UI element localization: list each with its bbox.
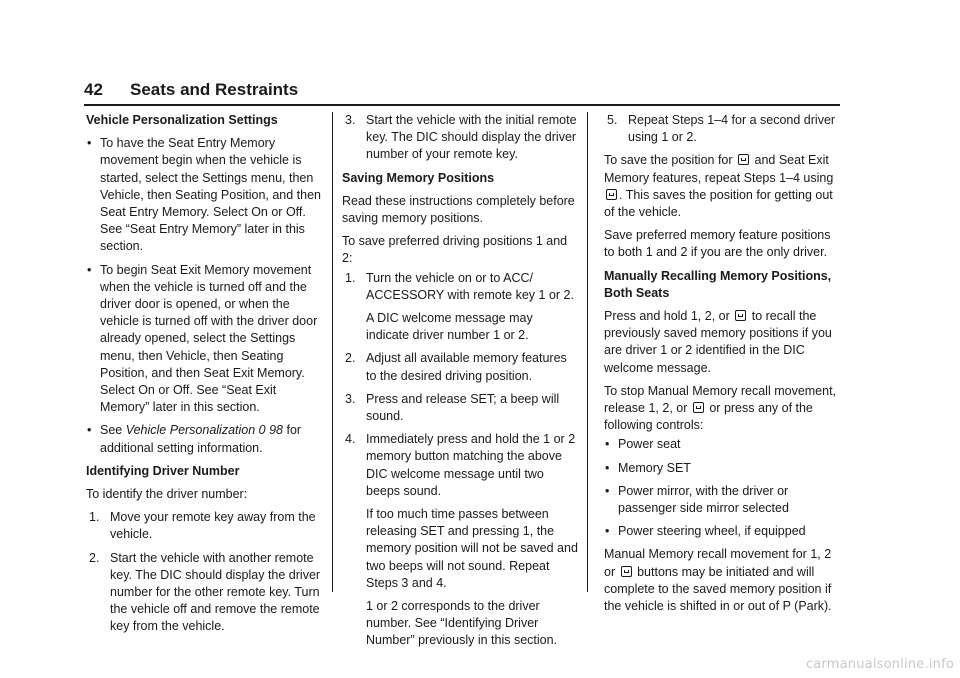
paragraph: To save the position for and Seat Exit Memory features, repeat Steps 1–4 using . This saves the position for getting out of the vehicle. [604, 153, 834, 220]
list-item: • To begin Seat Exit Memory movement when the vehicle is turned off and the driver door is opened, or when the vehicle is turned off with the driver door already opened, select the Settings menu, then Vehicle, then Seating Position, and then Seat Exit Memory. Select On or Off. See “Seat Exit Memory” later in this section. [87, 262, 318, 415]
bullet-icon: • [87, 423, 92, 438]
list-item: • Power mirror, with the driver or passenger side mirror selected [605, 483, 789, 516]
paragraph: To identify the driver number: [86, 487, 248, 502]
column-3 [604, 112, 840, 621]
bullet-icon: • [87, 136, 92, 151]
step-item: 3. Press and release SET; a beep will sound. [345, 391, 560, 424]
seat-exit-memory-button-icon [621, 566, 632, 577]
column-divider-1 [332, 112, 333, 592]
heading-vehicle-personalization: Vehicle Personalization Settings [86, 113, 278, 127]
step-item: 4. Immediately press and hold the 1 or 2 memory button matching the above DIC welcome message until two beeps sound. [345, 432, 576, 498]
column-1 [86, 112, 322, 642]
paragraph: Press and hold 1, 2, or to recall the previously saved memory positions if you are driver 1 or 2 identified in the DIC welcome message. [604, 309, 832, 375]
paragraph: Read these instructions completely before saving memory positions. [342, 193, 575, 226]
bullet-icon: • [605, 483, 610, 498]
page-header [84, 80, 840, 104]
list-item: • See Vehicle Personalization 0 98 for additional setting information. [87, 423, 302, 455]
column-divider-2 [587, 112, 588, 592]
column-2 [342, 112, 578, 656]
bullet-icon: • [605, 524, 610, 539]
seat-exit-memory-button-icon [738, 154, 749, 165]
step-note: A DIC welcome message may indicate driver number 1 or 2. [366, 311, 533, 343]
page-number: 42 [84, 80, 103, 99]
bullet-icon: • [605, 437, 610, 452]
step-item: 1. Move your remote key away from the vehicle. [89, 510, 316, 542]
step-item: 2. Start the vehicle with another remote key. The DIC should display the driver number for the other remote key. Turn the vehicle off and remove the remote key from the vehicle. [89, 550, 321, 634]
paragraph: To save preferred driving positions 1 and 2: [342, 234, 568, 266]
list-item: • Memory SET [604, 460, 840, 477]
paragraph: Save preferred memory feature positions to both 1 and 2 if you are the only driver. [604, 228, 831, 260]
bullet-icon: • [605, 460, 610, 475]
step-item: 5. Repeat Steps 1–4 for a second driver using 1 or 2. [607, 113, 836, 145]
seat-exit-memory-button-icon [606, 189, 617, 200]
list-item: • To have the Seat Entry Memory movement begin when the vehicle is started, select the Settings menu, then Vehicle, then Seating Position, and then Seat Entry Memory. Select On or Off. See “Seat Entry Memory” later in this section. [87, 136, 321, 254]
heading-manually-recalling: Manually Recalling Memory Positions, Both Seats [604, 268, 832, 300]
bullet-icon: • [87, 262, 92, 277]
list-item: • Power steering wheel, if equipped [604, 523, 840, 540]
list-item: • Power seat [604, 436, 840, 453]
step-note: 1 or 2 corresponds to the driver number. See “Identifying Driver Number” previously in this section. [366, 599, 558, 648]
cross-reference-link[interactable]: Vehicle Personalization [125, 423, 256, 438]
step-item: 1. Turn the vehicle on or to ACC/ ACCESSORY with remote key 1 or 2. [345, 270, 574, 302]
seat-exit-memory-button-icon [735, 310, 746, 321]
watermark: carmanualsonline.info [805, 657, 954, 672]
seat-exit-memory-button-icon [693, 402, 704, 413]
heading-saving-memory: Saving Memory Positions [342, 170, 495, 185]
section-title: Seats and Restraints [130, 80, 299, 99]
step-item: 3. Start the vehicle with the initial remote key. The DIC should display the driver number of your remote key. [345, 113, 577, 162]
step-note: If too much time passes between releasing SET and pressing 1, the memory position will not be saved and two beeps will not sound. Repeat Steps 3 and 4. [366, 507, 578, 590]
heading-identifying-driver: Identifying Driver Number [86, 463, 240, 478]
paragraph: Manual Memory recall movement for 1, 2 or buttons may be initiated and will complete to the saved memory position if the vehicle is shifted in or out of P (Park). [604, 547, 832, 614]
header-rule [84, 104, 840, 106]
step-item: 2. Adjust all available memory features to the desired driving position. [345, 351, 567, 383]
paragraph: To stop Manual Memory recall movement, release 1, 2, or or press any of the following controls: [604, 383, 837, 433]
